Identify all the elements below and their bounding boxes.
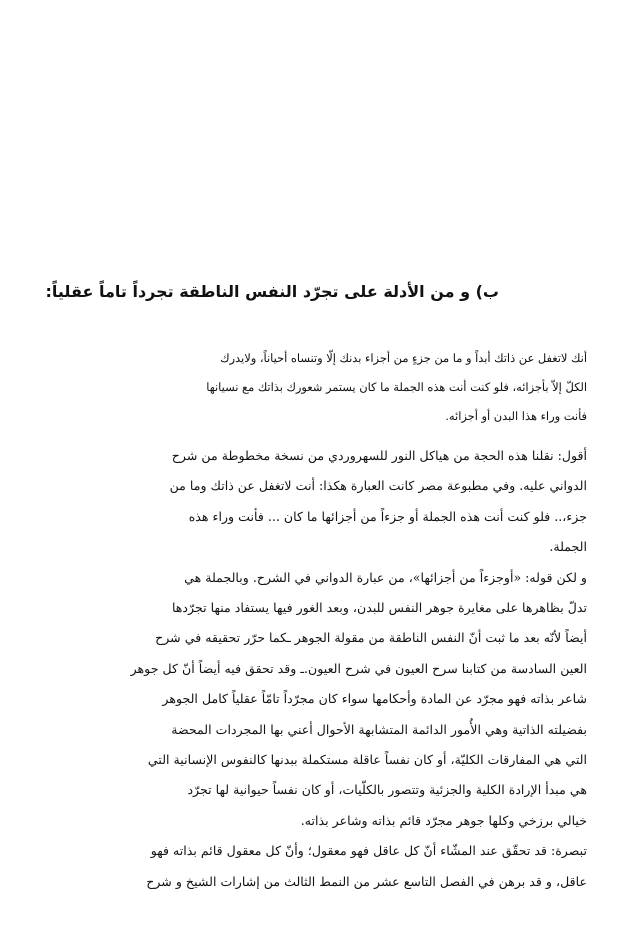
quote-line: الكلّ إلاّ بأجزائه، فلو كنت أنت هذه الجملة ما كان يستمر شعورك بذاتك مع نسيانها (206, 380, 587, 394)
text-line: تدلّ بظاهرها على مغايرة جوهر النفس للبدن، وبعد الغور فيها يستفاد منها تجرّدها (171, 600, 587, 616)
text-line: التي هي المفارقات الكليّة، أو كان نفساً عاقلة مستكملة ببدنها كالنفوس الإنسانية التي (147, 752, 587, 768)
text-line: العين السادسة من كتابنا سرح العيون في شرح العيون.ـ وقد تحقق فيه أيضاً أنّ كل جوهر (130, 660, 587, 676)
text-line: الجملة. (549, 539, 587, 555)
text-line: و لكن قوله: «أوجزءاً من أجزائها»، من عبارة الدواني في الشرح. وبالجملة هي (184, 569, 587, 585)
text-line: عاقل، و قد برهن في الفصل التاسع عشر من النمط الثالث من إشارات الشيخ و شرح (146, 873, 587, 889)
text-line: أيضاً لأنّه بعد ما ثبت أنّ النفس الناطقة من مقولة الجوهر ـكما حرّر تحقيقه في شرح (155, 630, 587, 646)
section-heading: ب) و من الأدلة على تجرّد النفس الناطقة تجرداً تاماً عقلياً: (45, 282, 499, 301)
text-line: هي مبدأ الإرادة الكلية والجزئية وتتصور بالكلّيات، أو كان نفساً حيوانية لها تجرّد (187, 782, 587, 798)
text-line: تبصرة: قد تحقّق عند المشّاء أنّ كل عاقل فهو معقول؛ وأنّ كل معقول قائم بذاته فهو (150, 843, 587, 859)
quoted-argument (27, 344, 587, 431)
text-line: بفضيلته الذاتية وهي الأُمور الدائمة المتشابهة الأحوال أعني بها المجردات المحضة (171, 721, 587, 737)
quote-line: أنك لاتغفل عن ذاتك أبداً و ما من جزءٍ من أجزاء بدنك إلّا وتنساه أحياناً، ولايدرك (220, 351, 587, 365)
text-line: الدواني عليه. وفي مطبوعة مصر كانت العبارة هكذا: أنت لاتغفل عن ذاتك وما من (169, 478, 587, 494)
text-line: جزء،.. فلو كنت أنت هذه الجملة أو جزءاً من أجزائها ما كان ... فأنت وراء هذه (188, 508, 587, 524)
paragraph-insight (31, 836, 587, 897)
text-line: خيالي برزخي وكلها جوهر مجرّد قائم بذاته وشاعر بذاته. (300, 812, 587, 828)
paragraph-commentary (31, 441, 587, 563)
text-line: أقول: نقلنا هذه الحجة من هياكل النور للسهروردي من نسخة مخطوطة من شرح (171, 448, 587, 463)
quote-line: فأنت وراء هذا البدن أو أجزائه. (445, 409, 587, 423)
paragraph-explanation (31, 563, 587, 837)
body-text (31, 441, 587, 897)
text-line: شاعر بذاته فهو مجرّد عن المادة وأحكامها سواء كان مجرّداً تامّاً عقلياً كامل الجوهر (162, 691, 587, 707)
